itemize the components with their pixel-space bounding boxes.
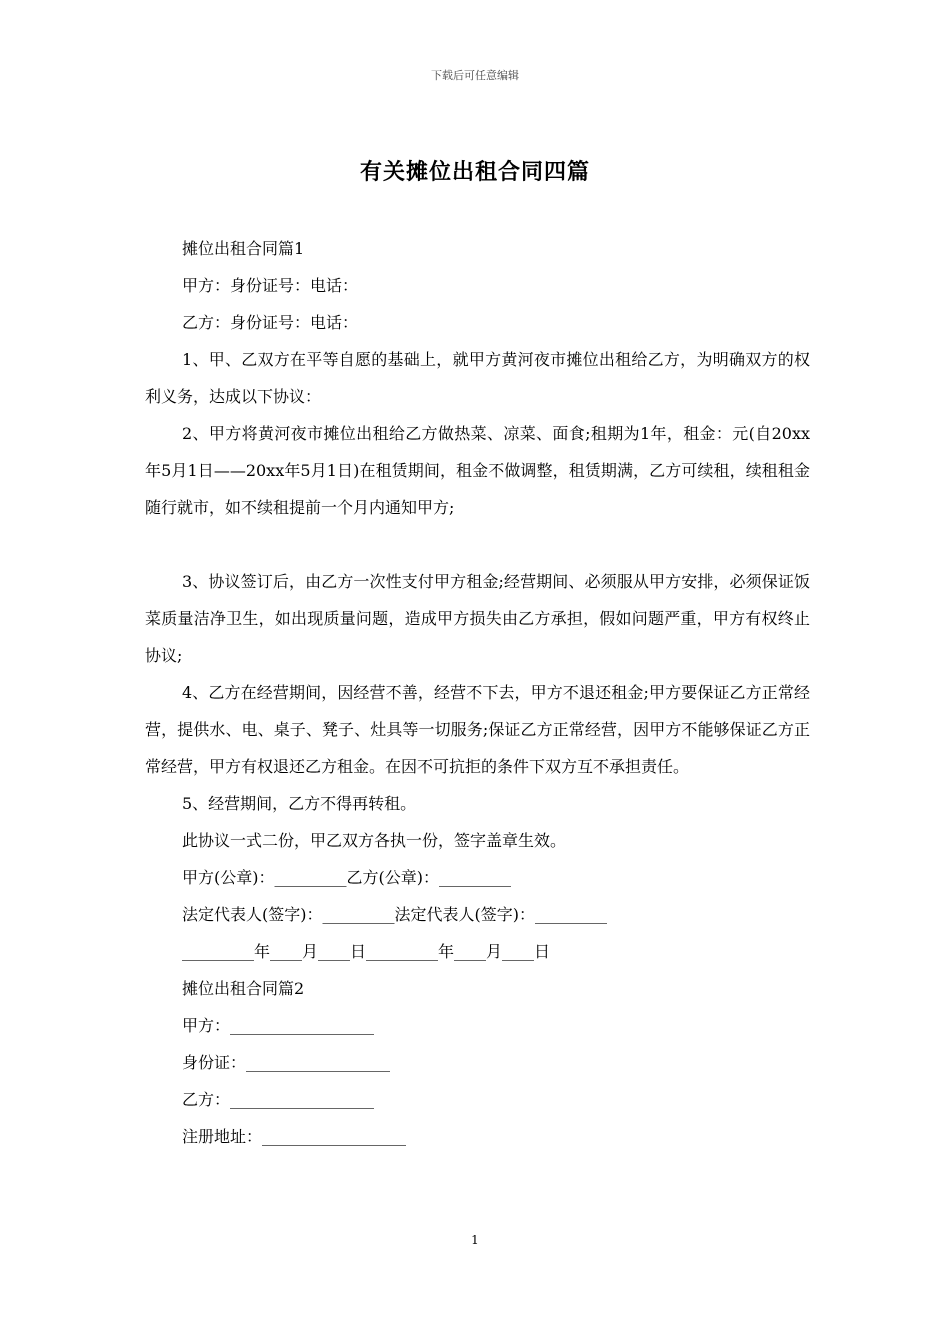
document-body [145,230,810,1155]
date-line: _________年____月____日_________年____月____日 [182,942,551,961]
party-b-line: 乙方：身份证号：电话： [182,313,359,332]
signature-line: 法定代表人(签字)：_________法定代表人(签字)：_________ [182,905,607,924]
party-a-line: 甲方：身份证号：电话： [182,276,359,295]
clause-4: 4、乙方在经营期间，因经营不善，经营不下去，甲方不退还租金;甲方要保证乙方正常经营，提供水、电、桌子、凳子、灶具等一切服务;保证乙方正常经营，因甲方不能够保证乙方正常经营，甲方有权退还乙方租金。在因不可抗拒的条件下双方互不承担责任。 [145,683,810,776]
blank-line [145,526,810,563]
copies-note: 此协议一式二份，甲乙双方各执一份，签字盖章生效。 [182,831,567,850]
seal-line: 甲方(公章)：_________乙方(公章)：_________ [182,868,511,887]
header-note: 下载后可任意编辑 [431,69,519,82]
page-number: 1 [471,1233,479,1247]
section-heading-2: 摊位出租合同篇2 [182,979,305,998]
section-heading: 摊位出租合同篇1 [182,239,305,258]
party-a-field: 甲方：__________________ [182,1016,375,1035]
document-title: 有关摊位出租合同四篇 [359,159,590,185]
clause-5: 5、经营期间，乙方不得再转租。 [182,794,417,813]
registered-address-field: 注册地址：__________________ [182,1127,407,1146]
party-b-field: 乙方：__________________ [182,1090,375,1109]
clause-3: 3、协议签订后，由乙方一次性支付甲方租金;经营期间、必须服从甲方安排，必须保证饭菜质量洁净卫生，如出现质量问题，造成甲方损失由乙方承担，假如问题严重，甲方有权终止协议; [145,572,810,665]
id-card-field: 身份证：__________________ [182,1053,391,1072]
clause-2: 2、甲方将黄河夜市摊位出租给乙方做热菜、凉菜、面食;租期为1年，租金：元(自20xx年5月1日——20xx年5月1日)在租赁期间，租金不做调整，租赁期满，乙方可续租，续租租金随行就市，如不续租提前一个月内通知甲方; [145,424,810,517]
clause-1: 1、甲、乙双方在平等自愿的基础上，就甲方黄河夜市摊位出租给乙方，为明确双方的权利义务，达成以下协议： [145,350,810,406]
